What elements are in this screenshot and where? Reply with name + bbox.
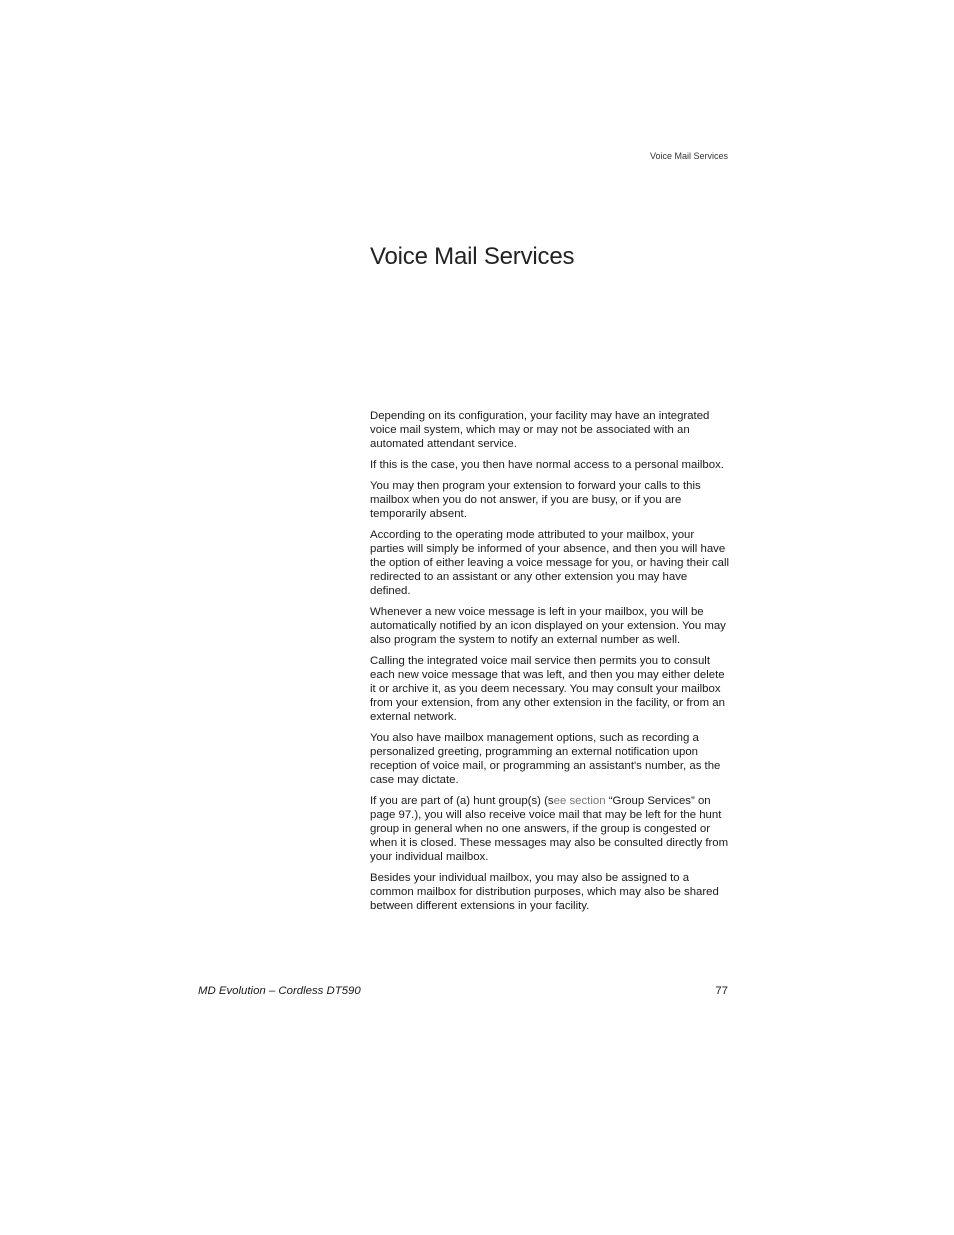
- paragraph-hunt-groups: [370, 794, 730, 864]
- footer-page-number: 77: [715, 985, 728, 997]
- paragraph-consulting: Calling the integrated voice mail service then permits you to consult each new voice message that was left, and then you may either delete it or archive it, as you deem necessary. You may consult your mailbox from your extension, from any other extension in the facility, or from an external network.: [370, 655, 725, 723]
- paragraph-notification: Whenever a new voice message is left in your mailbox, you will be automatically notified by an icon displayed on your extension. You may also program the system to notify an external number as well.: [370, 606, 726, 646]
- paragraph-management-options: You also have mailbox management options, such as recording a personalized greeting, programming an external notification upon reception of voice mail, or programming an assistant's number, as the case may dictate.: [370, 732, 721, 786]
- running-header: Voice Mail Services: [649, 151, 728, 161]
- paragraph-personal-mailbox: If this is the case, you then have normal access to a personal mailbox.: [370, 459, 724, 471]
- footer-document-title: MD Evolution – Cordless DT590: [198, 985, 361, 997]
- body-text: [370, 409, 730, 920]
- hunt-text-after: “Group Services” on page 97.), you will also receive voice mail that may be left for the hunt group in general when no one answers, if the group is congested or when it is closed. These messages may also be consulted directly from your individual mailbox.: [370, 795, 729, 863]
- see-section-link[interactable]: ee section: [553, 795, 606, 807]
- page-title: Voice Mail Services: [370, 243, 575, 270]
- paragraph-intro: Depending on its configuration, your facility may have an integrated voice mail system, which may or may not be associated with an automated attendant service.: [370, 410, 710, 450]
- paragraph-operating-mode: According to the operating mode attributed to your mailbox, your parties will simply be informed of your absence, and then you will have the option of either leaving a voice message for you, or having their call redirected to an assistant or any other extension you may have defined.: [370, 529, 730, 597]
- paragraph-forwarding: You may then program your extension to forward your calls to this mailbox when you do not answer, if you are busy, or if you are temporarily absent.: [370, 480, 701, 520]
- hunt-text-before: If you are part of (a) hunt group(s) (s: [370, 795, 554, 807]
- paragraph-common-mailbox: Besides your individual mailbox, you may also be assigned to a common mailbox for distribution purposes, which may also be shared between different extensions in your facility.: [370, 872, 719, 912]
